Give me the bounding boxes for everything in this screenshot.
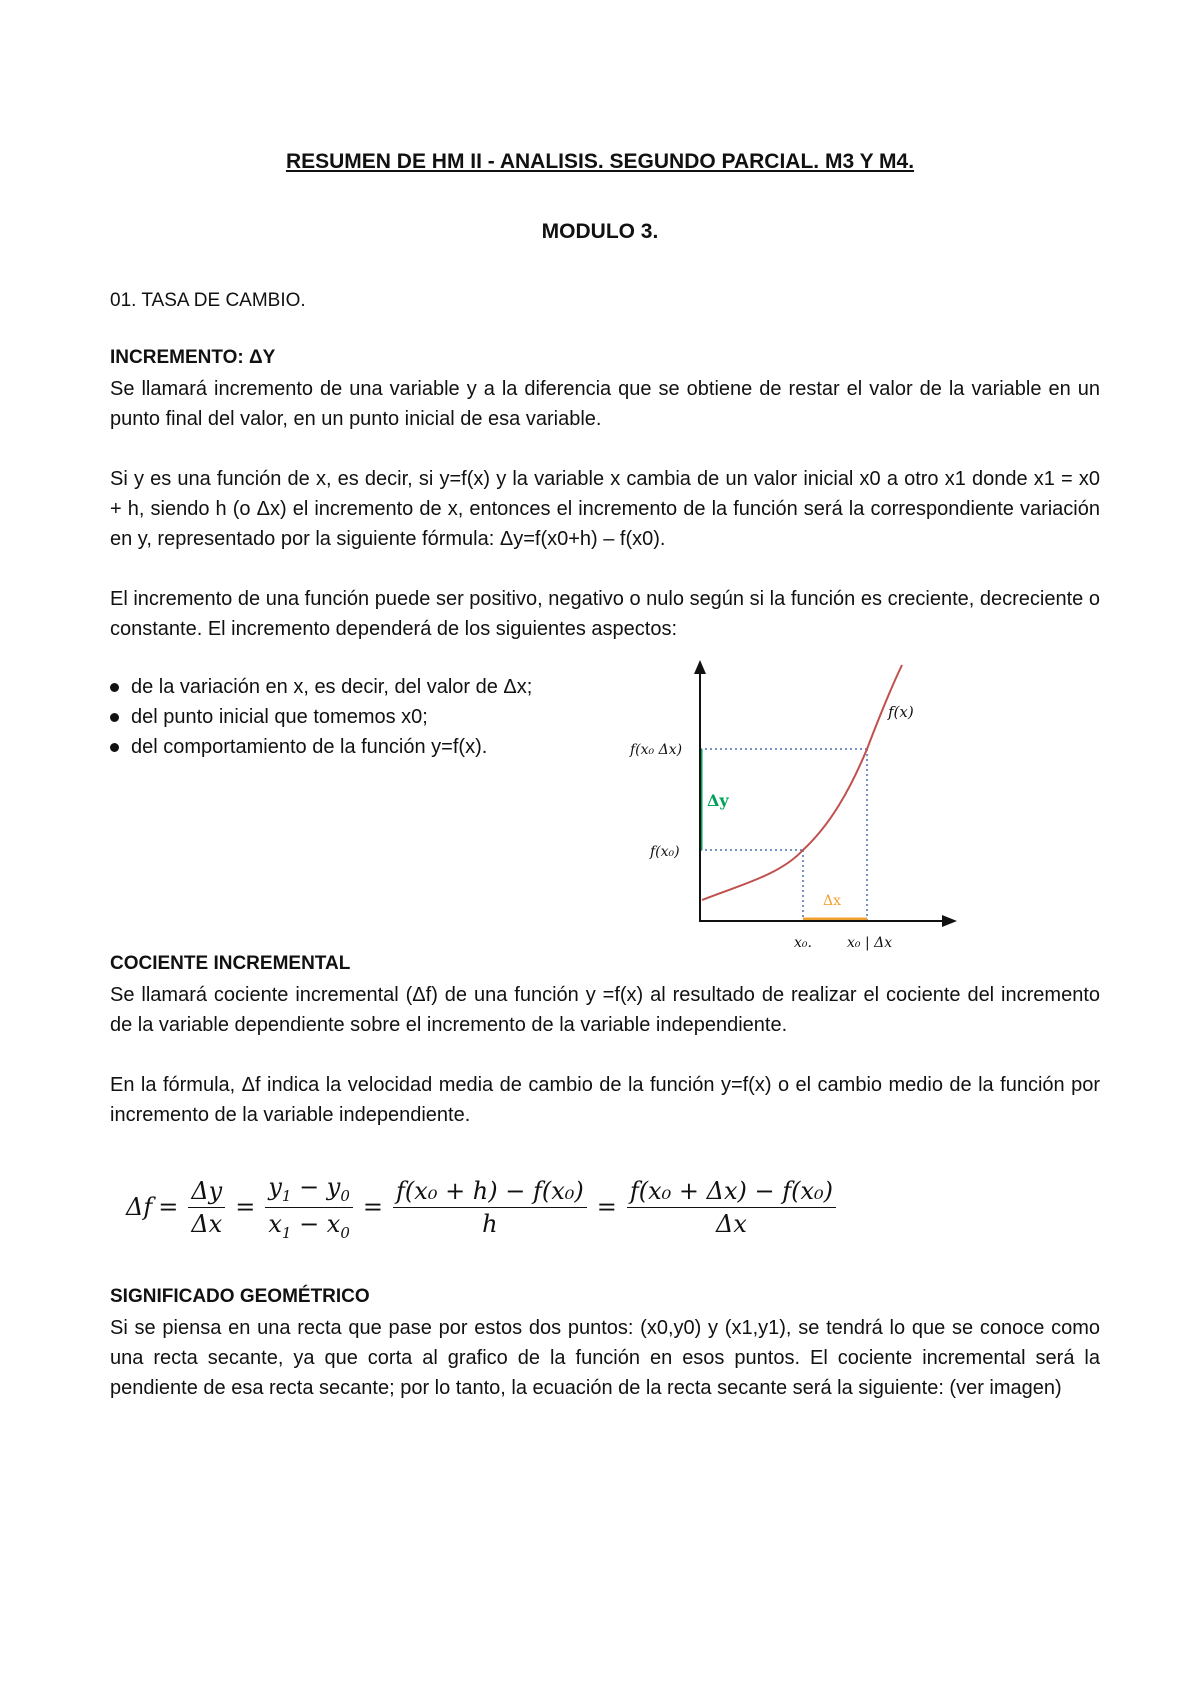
module-title: MODULO 3.	[541, 220, 659, 243]
y-lower-label: f(x₀)	[650, 844, 680, 860]
cociente-heading: COCIENTE INCREMENTAL	[110, 953, 351, 974]
geometrico-paragraph: Si se piensa en una recta que pase por estos dos puntos: (x0,y0) y (x1,y1), se tendrá lo que se conoce como una recta secante, ya que corta al grafico de la función en esos puntos. El cociente incremental será la pendiente de esa recta secante; por lo tanto, la ecuación de la recta secante será la siguiente: (ver imagen)	[110, 1317, 1100, 1399]
aspects-list	[110, 672, 532, 762]
incremental-quotient-formula	[126, 1173, 840, 1242]
curve-label: f(x)	[888, 703, 914, 721]
bullet-icon	[110, 713, 119, 722]
function-curve	[702, 665, 902, 900]
incremento-heading: INCREMENTO: ΔY	[110, 347, 276, 368]
equals-sign: =	[158, 1193, 179, 1222]
x0-label: x₀.	[794, 935, 812, 951]
cociente-paragraph-1: Se llamará cociente incremental (Δf) de una función y =f(x) al resultado de realizar el cociente del incremento de la variable dependiente sobre el incremento de la variable independiente.	[110, 984, 1100, 1036]
y-axis-arrow-icon	[694, 660, 706, 674]
delta-y-label: Δy	[707, 791, 729, 810]
document-title: RESUMEN DE HM II - ANALISIS. SEGUNDO PARCIAL. M3 Y M4.	[285, 150, 915, 173]
cociente-paragraph-2: En la fórmula, Δf indica la velocidad media de cambio de la función y=f(x) o el cambio medio de la función por incremento de la variable independiente.	[110, 1074, 1100, 1126]
equals-sign: =	[235, 1193, 256, 1222]
fraction-points: $\frac{y_1 - y_0}{x_1 - x_0}$	[265, 1173, 353, 1242]
equals-sign: =	[596, 1193, 617, 1222]
fraction-delta-x: $\frac{\text{f(x₀ + Δx) − f(x₀)}}{\Delta x}$	[627, 1177, 836, 1238]
formula-lhs: Δf	[126, 1193, 153, 1222]
y-upper-label: f(x₀ Δx)	[630, 742, 683, 758]
list-item: del comportamiento de la función y=f(x).	[110, 732, 532, 762]
incremento-paragraph-1: Se llamará incremento de una variable y a la diferencia que se obtiene de restar el valor de la variable en un punto final del valor, en un punto inicial de esa variable.	[110, 378, 1100, 430]
incremento-paragraph-2: Si y es una función de x, es decir, si y=f(x) y la variable x cambia de un valor inicial x0 a otro x1 donde x1 = x0 + h, siendo h (o Δx) el incremento de x, entonces el incremento de la función será la correspondiente variación en y, representado por la siguiente fórmula: Δy=f(x0+h) – f(x0).	[110, 468, 1100, 550]
x-axis-arrow-icon	[942, 915, 957, 927]
geometrico-heading: SIGNIFICADO GEOMÉTRICO	[110, 1286, 370, 1307]
increment-graph	[620, 660, 960, 960]
fraction-delta: $\frac{\Delta y}{\Delta x}$	[188, 1177, 225, 1238]
x1-label: x₀ | Δx	[847, 935, 893, 951]
list-item: de la variación en x, es decir, del valor de Δx;	[110, 672, 532, 702]
equals-sign: =	[362, 1193, 384, 1222]
delta-x-label: Δx	[823, 893, 842, 909]
bullet-icon	[110, 743, 119, 752]
bullet-icon	[110, 683, 119, 692]
section-title: 01. TASA DE CAMBIO.	[110, 290, 306, 311]
list-item: del punto inicial que tomemos x0;	[110, 702, 532, 732]
fraction-h: $\frac{\text{f(x₀ + h) − f(x₀)}}{h}$	[393, 1177, 587, 1238]
incremento-paragraph-3: El incremento de una función puede ser positivo, negativo o nulo según si la función es creciente, decreciente o constante. El incremento dependerá de los siguientes aspectos:	[110, 588, 1100, 640]
